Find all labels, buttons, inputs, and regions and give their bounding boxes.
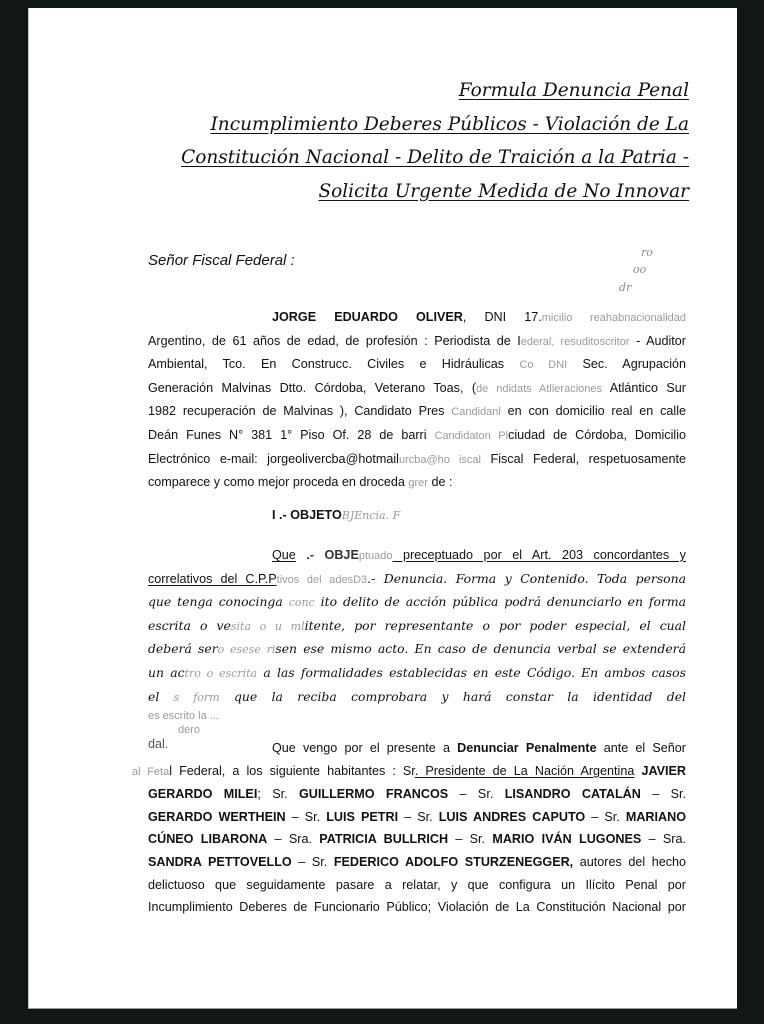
document-title (169, 74, 689, 208)
objeto-line: correlativos del C.P.Ptivos del adesD3.- Denuncia. Forma y Contenido. Toda persona (148, 570, 686, 586)
intro-line: comparece y como mejor proceda en droceda grer de : (148, 475, 453, 490)
accused-name: PATRICIA BULLRICH (319, 832, 449, 847)
intro-line: Ambiental, Tco. En Construcc. Civiles e Hidráulicas Co DNI Sec. Agrupación (148, 357, 686, 372)
title-line: Formula Denuncia Penal (458, 80, 689, 101)
accused-title: – Sr. (585, 809, 626, 824)
accused-name: CÚNEO LIBARONA (148, 832, 268, 847)
title-line: Constitución Nacional - Delito de Traición a la Patria - (181, 147, 689, 168)
accused-title: ; Sr. (257, 787, 299, 802)
accused-line (148, 828, 686, 851)
denuncia-line: Incumplimiento Deberes de Funcionario Público; Violación de La Constitución Nacional por (148, 900, 686, 915)
accused-title: autores del hecho (573, 854, 686, 869)
accused-title: – Sr. (398, 809, 439, 824)
objeto-line: el s form que la reciba comprobara y hará constar la identidad del (148, 688, 686, 704)
intro-paragraph (148, 306, 686, 495)
objeto-line: que tenga conocinga conc ito delito de acción pública podrá denunciarlo en forma (148, 594, 686, 610)
accused-title: – Sr. (448, 787, 505, 802)
accused-name: LUIS PETRI (326, 809, 399, 824)
title-line: Solicita Urgente Medida de No Innovar (318, 180, 689, 202)
denuncia-line: al Fetal Federal, a los siguiente habitantes : Sr. Presidente de La Nación Argentina JAVIER (132, 763, 686, 778)
document-page (28, 8, 737, 1009)
accused-name: LISANDRO CATALÁN (504, 787, 641, 802)
scan-artifact: oo (633, 263, 647, 276)
intro-line: Electrónico e-mail: jorgeolivercba@hotmailurcba@ho iscal Fiscal Federal, respetuosamente (148, 451, 686, 466)
accused-title: – Sra. (267, 832, 320, 847)
accused-name: MARIANO (625, 809, 686, 824)
intro-line: Deán Funes N° 381 1° Piso Of. 28 de barri Candidaton Plciudad de Córdoba, Domicilio (148, 427, 686, 442)
accused-name: FEDERICO ADOLFO STURZENEGGER, (333, 854, 574, 869)
accused-line (148, 851, 686, 874)
objeto-line: escrita o vesita o u mlitente, por representante o por poder especial, el cual (148, 617, 686, 633)
title-line: Incumplimiento Deberes Públicos - Violación de La (210, 113, 689, 135)
accused-name: SANDRA PETTOVELLO (148, 854, 292, 869)
objeto-line: Que .- OBJEptuado preceptuado por el Art. 203 concordantes y (272, 548, 686, 562)
objeto-paragraph (148, 544, 686, 751)
accused-name: LUIS ANDRES CAPUTO (438, 809, 586, 824)
accused-name: GERARDO WERTHEIN (148, 809, 286, 824)
intro-line: Generación Malvinas Dtto. Córdoba, Veterano Toas, (de ndidats Atlieraciones Atlántico Sur (148, 380, 686, 395)
accused-name: GUILLERMO FRANCOS (298, 787, 449, 802)
scan-artifact: ro (641, 246, 653, 259)
denuncia-paragraph (132, 737, 686, 919)
objeto-line: un actro o escrita a las formalidades establecidas en este Código. En ambos casos (148, 664, 686, 680)
intro-line: Argentino, de 61 años de edad, de profesión : Periodista de Iederal, resuditoscritor - Auditor (148, 333, 686, 348)
objeto-ghost-line: dero (178, 724, 201, 737)
accused-title: – Sr. (291, 854, 334, 869)
intro-line: JORGE EDUARDO OLIVER, DNI 17.micilio reahabnacionalidad (272, 310, 686, 324)
objeto-ghost-line: es escrito la ... (148, 710, 219, 723)
accused-title: – Sr. (285, 809, 327, 824)
accused-line (148, 806, 686, 829)
scan-artifact: dr (619, 281, 632, 294)
accused-title: – Sr. (640, 787, 686, 802)
intro-line: 1982 recuperación de Malvinas ), Candidato Pres Candidanl en con domicilio real en calle (148, 404, 686, 419)
accused-line (148, 783, 686, 806)
section-heading-objeto: I .- OBJETOBJEncia. F (272, 508, 401, 522)
objeto-line: dal. (148, 737, 169, 752)
objeto-line: deberá sero esese risen ese mismo acto. En caso de denuncia verbal se extenderá (148, 641, 686, 657)
denuncia-line: Que vengo por el presente a Denunciar Penalmente ante el Señor (272, 741, 686, 755)
accused-name: MARIO IVÁN LUGONES (492, 832, 642, 847)
accused-title: – Sra. (641, 832, 686, 847)
accused-name: GERARDO MILEI (148, 787, 258, 802)
denuncia-line: delictuoso que seguidamente pasare a relatar, y que configura un Ilícito Penal por (148, 877, 686, 892)
accused-title: – Sr. (448, 832, 493, 847)
salutation: Señor Fiscal Federal : (148, 252, 295, 269)
